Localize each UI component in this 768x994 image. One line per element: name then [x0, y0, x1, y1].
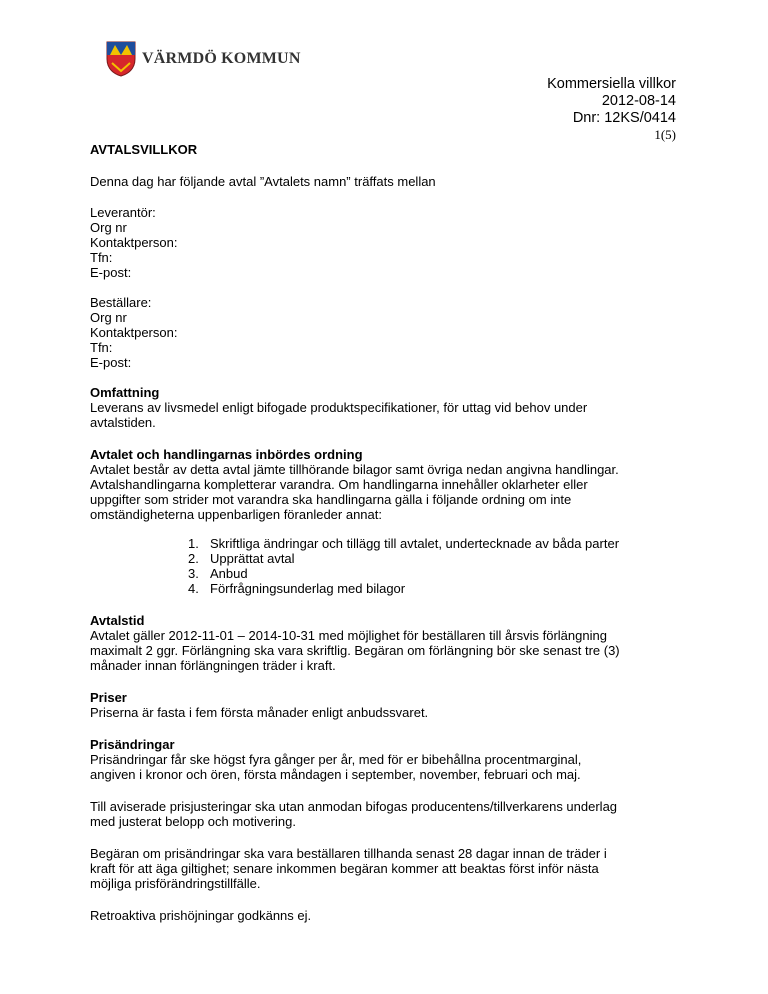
price-changes-line: angiven i kronor och ören, första måndagen i september, november, februari och maj.: [90, 767, 581, 782]
list-item: [90, 566, 680, 581]
list-text: Förfrågningsunderlag med bilagor: [210, 581, 406, 596]
price-changes-line: med justerat belopp och motivering.: [90, 814, 296, 829]
list-item: [90, 581, 680, 596]
list-text: Skriftliga ändringar och tillägg till avtalet, undertecknade av båda parter: [210, 536, 620, 551]
list-item: [90, 551, 680, 566]
scope-heading: Omfattning: [90, 385, 160, 400]
list-item: [90, 536, 680, 551]
list-number: 3.: [188, 566, 199, 581]
buyer-email: E-post:: [90, 355, 132, 370]
document-type: Kommersiella villkor: [547, 76, 676, 92]
supplier-org-nr: Org nr: [90, 220, 127, 235]
order-line: omständigheterna uppenbarligen föranleder annat:: [90, 507, 382, 522]
document-body: [90, 142, 680, 923]
order-line: Avtalet består av detta avtal jämte tillhörande bilagor samt övriga nedan angivna handlingar.: [90, 462, 619, 477]
buyer-phone: Tfn:: [90, 340, 113, 355]
document-title: AVTALSVILLKOR: [90, 142, 198, 157]
term-line: maximalt 2 ggr. Förlängning ska vara skriftlig. Begäran om förlängning bör ske senast tre (3): [90, 643, 620, 658]
buyer-block: [90, 295, 680, 370]
supplier-label: Leverantör:: [90, 205, 156, 220]
supplier-phone: Tfn:: [90, 250, 113, 265]
order-line: Avtalshandlingarna kompletterar varandra. Om handlingarna innehåller oklarheter eller: [90, 477, 588, 492]
price-changes-line: Prisändringar får ske högst fyra gånger per år, med för er bibehållna procentmarginal,: [90, 752, 582, 767]
list-text: Anbud: [210, 566, 248, 581]
order-line: uppgifter som strider mot varandra ska handlingarna gälla i följande ordning om inte: [90, 492, 572, 507]
order-heading: Avtalet och handlingarnas inbördes ordning: [90, 447, 363, 462]
price-changes-line: Begäran om prisändringar ska vara beställaren tillhanda senast 28 dagar innan de träder i: [90, 846, 607, 861]
document-order-list: [90, 536, 680, 596]
document-dnr: Dnr: 12KS/0414: [572, 110, 676, 126]
prices-heading: Priser: [90, 690, 127, 705]
prices-line: Priserna är fasta i fem första månader enligt anbudssvaret.: [90, 705, 429, 720]
list-number: 1.: [188, 536, 199, 551]
logo-text: VÄRMDÖ KOMMUN: [142, 50, 301, 67]
coat-of-arms-icon: [106, 41, 136, 77]
supplier-block: [90, 205, 680, 280]
supplier-email: E-post:: [90, 265, 132, 280]
price-changes-line: Till aviserade prisjusteringar ska utan anmodan bifogas producentens/tillverkarens underlag: [90, 799, 618, 814]
list-number: 2.: [188, 551, 199, 566]
municipality-logo: [106, 41, 301, 77]
price-changes-line: Retroaktiva prishöjningar godkänns ej.: [90, 908, 312, 923]
list-text: Upprättat avtal: [210, 551, 295, 566]
buyer-label: Beställare:: [90, 295, 152, 310]
buyer-org-nr: Org nr: [90, 310, 127, 325]
price-changes-line: möjliga prisförändringstillfälle.: [90, 876, 261, 891]
term-heading: Avtalstid: [90, 613, 145, 628]
list-number: 4.: [188, 581, 199, 596]
scope-line: Leverans av livsmedel enligt bifogade produktspecifikationer, för uttag vid behov under: [90, 400, 588, 415]
scope-line: avtalstiden.: [90, 415, 156, 430]
intro-text: Denna dag har följande avtal ”Avtalets namn” träffats mellan: [90, 174, 436, 189]
price-changes-heading: Prisändringar: [90, 737, 175, 752]
page-number: 1(5): [654, 127, 676, 142]
term-line: månader innan förlängningen träder i kraft.: [90, 658, 336, 673]
price-changes-line: kraft för att äga giltighet; senare inkommen begäran kommer att beaktas först inför nästa: [90, 861, 599, 876]
term-line: Avtalet gäller 2012-11-01 – 2014-10-31 med möjlighet för beställaren till årsvis förlängning: [90, 628, 607, 643]
document-header: [547, 76, 676, 142]
supplier-contact: Kontaktperson:: [90, 235, 178, 250]
buyer-contact: Kontaktperson:: [90, 325, 178, 340]
document-date: 2012-08-14: [601, 93, 676, 109]
